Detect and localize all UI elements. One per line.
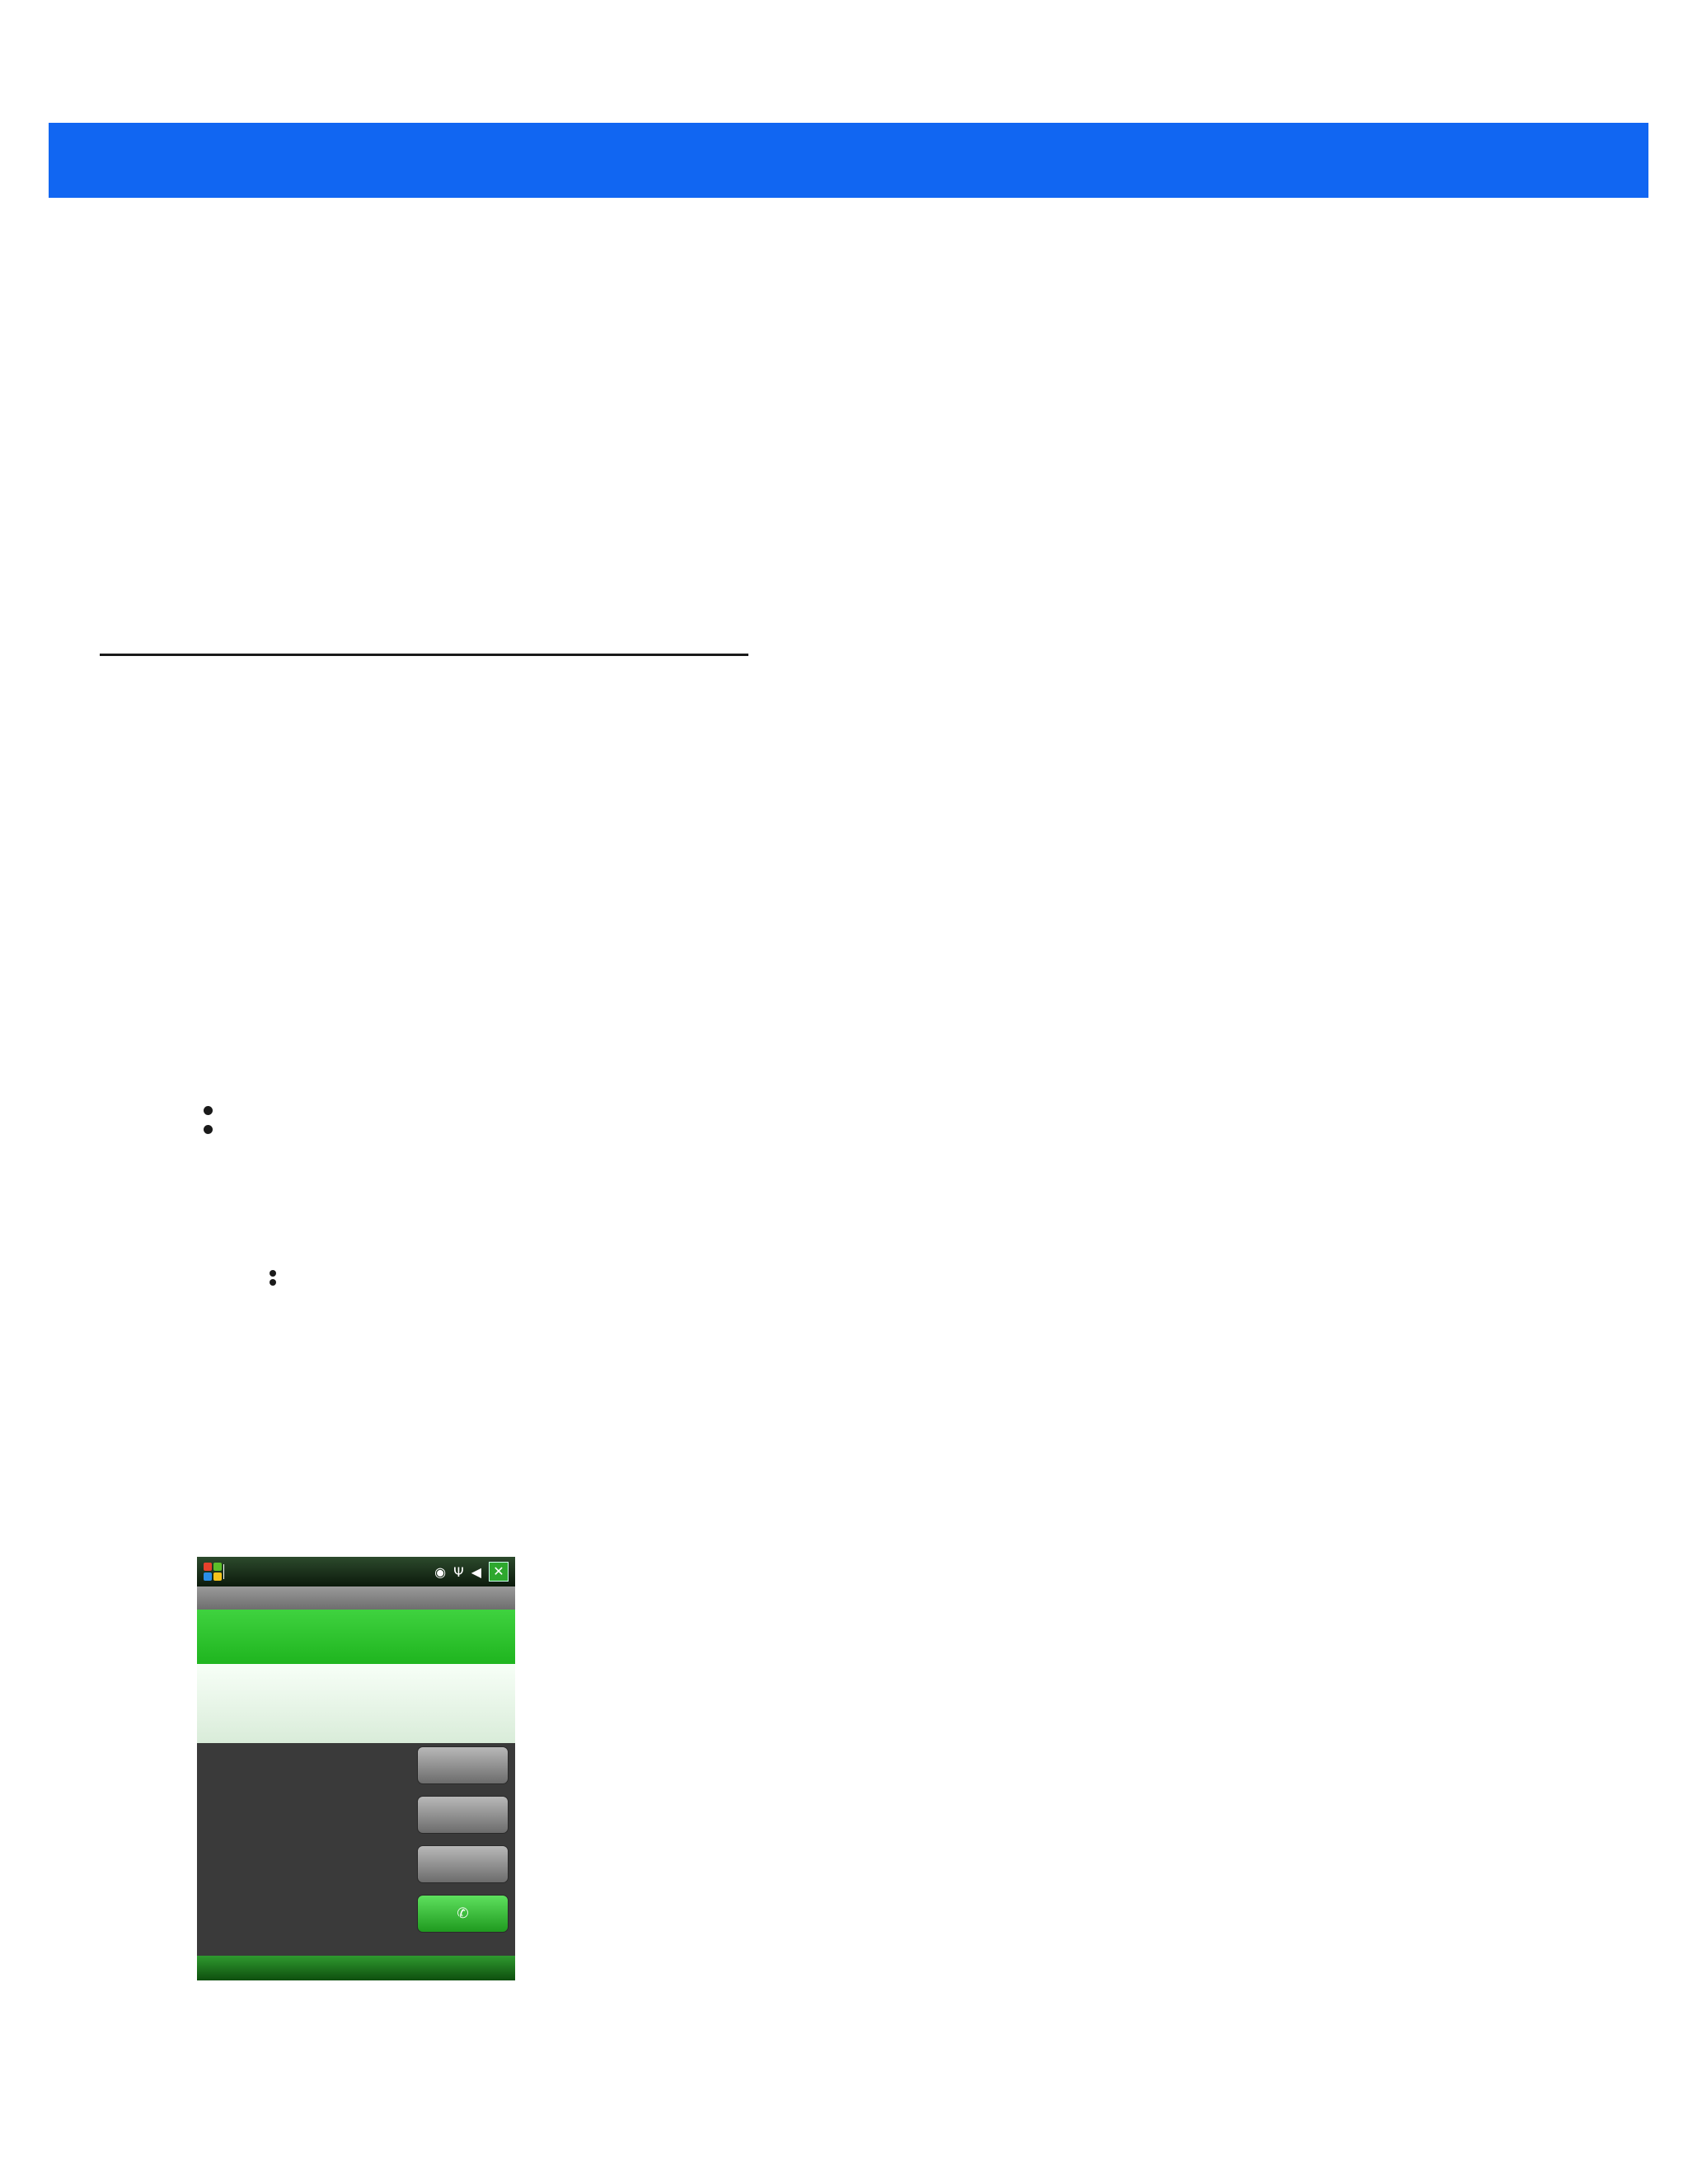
section-rule <box>100 654 748 656</box>
status-icons <box>434 1562 509 1582</box>
page-header-bar <box>49 123 1648 198</box>
phone-screenshot <box>197 1557 515 1980</box>
phone-handset-icon: ✆ <box>457 1905 469 1922</box>
close-icon[interactable]: ✕ <box>489 1562 509 1582</box>
phone-keypad <box>197 1743 515 1956</box>
find-number-list <box>235 1094 1603 1113</box>
dialed-number-panel <box>197 1610 515 1664</box>
figure-caption <box>199 1980 202 2009</box>
connectivity-icon: ◉ <box>434 1563 447 1580</box>
bullet-dot <box>204 1106 213 1115</box>
speaker-icon[interactable]: ◀ <box>471 1563 481 1580</box>
running-header <box>1577 143 1597 179</box>
bullet-dot <box>204 1125 213 1134</box>
backspace-button[interactable] <box>417 1746 509 1784</box>
carrier-bar <box>197 1586 515 1610</box>
contact-match-list <box>197 1664 515 1743</box>
windows-start-icon[interactable] <box>204 1563 222 1581</box>
soft-key-bar <box>197 1956 515 1980</box>
talk-button[interactable] <box>417 1895 509 1933</box>
antenna-icon: Ψ <box>453 1563 464 1580</box>
call-history-button[interactable] <box>417 1845 509 1883</box>
find-contact-list <box>302 1257 1572 1276</box>
speed-dial-button[interactable] <box>417 1796 509 1834</box>
phone-title-bar <box>197 1557 515 1586</box>
bullet-dot <box>270 1279 276 1286</box>
bullet-dot <box>270 1270 276 1277</box>
